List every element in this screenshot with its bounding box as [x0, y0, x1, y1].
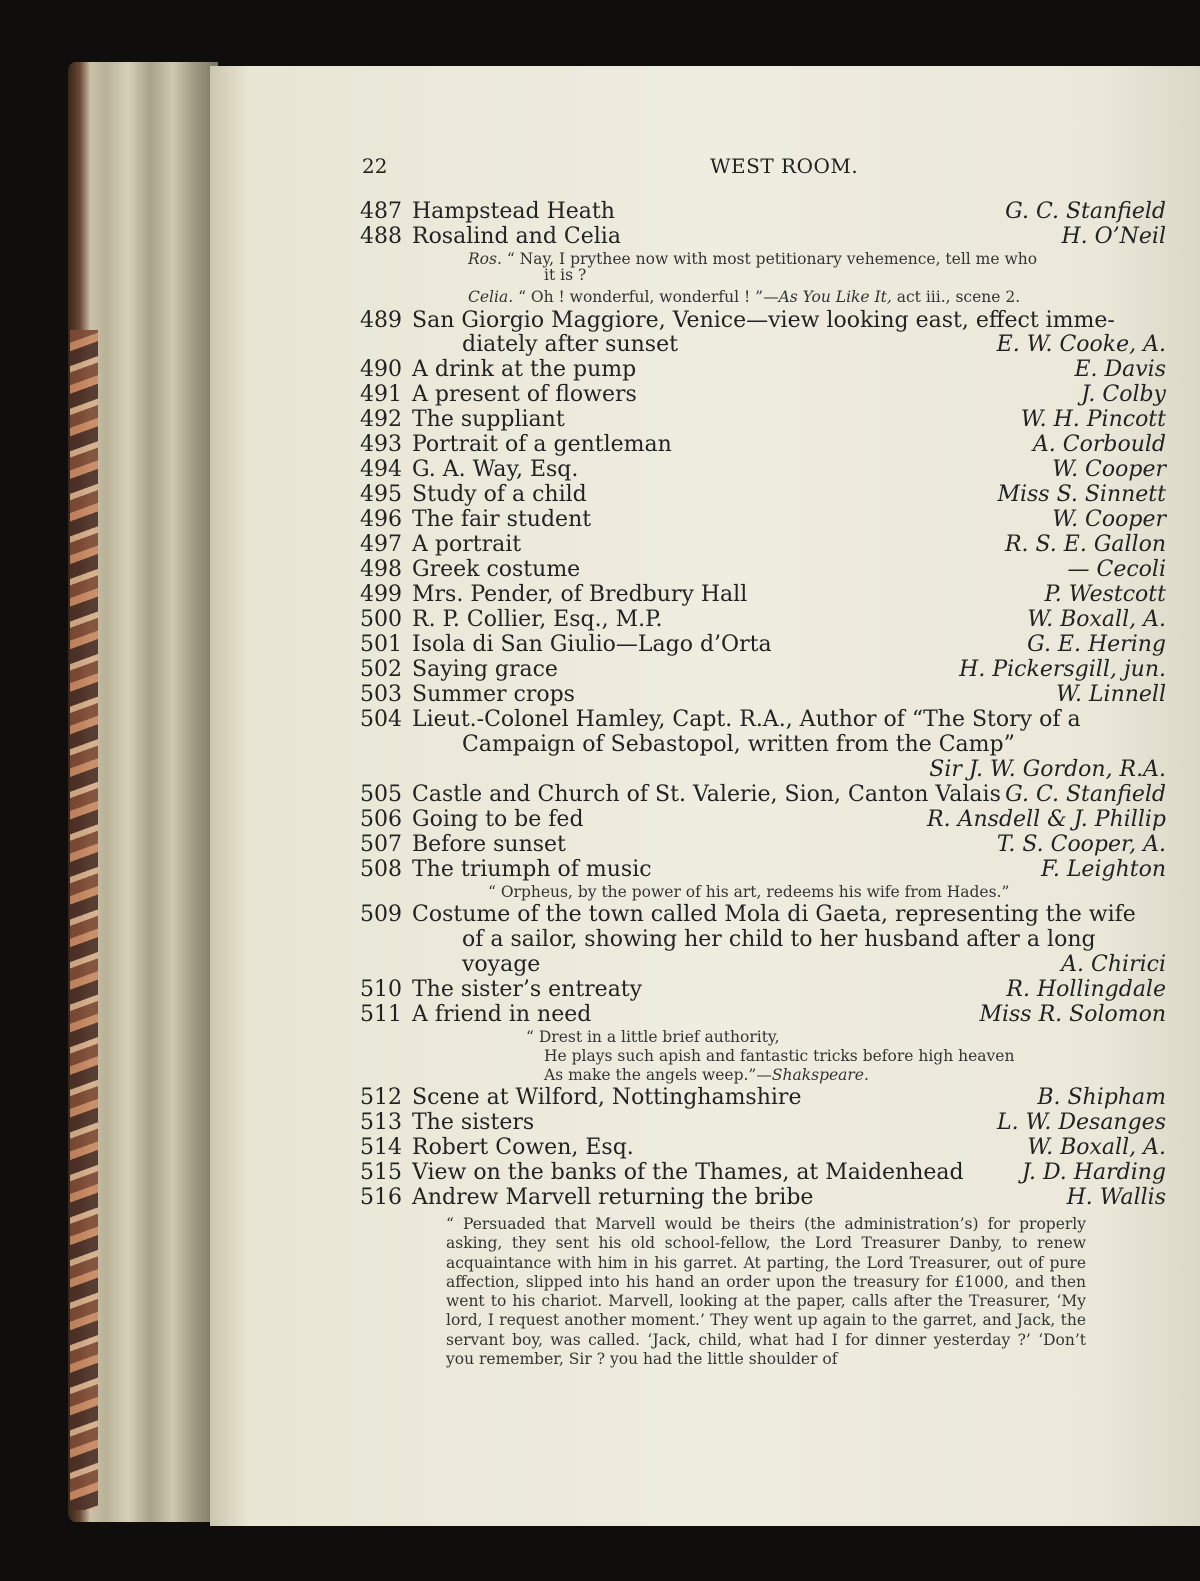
entry-title: Robert Cowen, Esq.: [412, 1135, 634, 1160]
entry-title: A present of flowers: [412, 382, 637, 407]
quote-line: As make the angels weep.”—Shakspeare.: [544, 1066, 869, 1084]
entry-title: Isola di San Giulio—Lago d’Orta: [412, 632, 772, 657]
entry-title: Study of a child: [412, 482, 587, 507]
entry-number: 508: [360, 857, 402, 882]
entry-title: Scene at Wilford, Nottinghamshire: [412, 1085, 802, 1110]
entry-artist: J. D. Harding: [1021, 1160, 1166, 1185]
entry-artist: R. Ansdell & J. Phillip: [927, 807, 1166, 832]
entry-number: 516: [360, 1185, 402, 1210]
entry-number: 495: [360, 482, 402, 507]
entry-artist: W. Boxall, A.: [1027, 607, 1166, 632]
quote-line: He plays such apish and fantastic tricks before high heaven: [544, 1047, 1015, 1065]
entry-title: A friend in need: [412, 1002, 592, 1027]
entry-number: 512: [360, 1085, 402, 1110]
quote-line: “ Drest in a little brief authority,: [526, 1028, 780, 1046]
entry-artist: W. H. Pincott: [1020, 407, 1166, 432]
page-number: 22: [362, 154, 388, 178]
entry-number: 503: [360, 682, 402, 707]
entry-title: The fair student: [412, 507, 592, 532]
entry-artist: Miss S. Sinnett: [997, 482, 1166, 507]
entry-artist: W. Boxall, A.: [1027, 1135, 1166, 1160]
quote-line: “ Orpheus, by the power of his art, redeems his wife from Hades.”: [488, 883, 1010, 901]
entry-artist: W. Linnell: [1056, 682, 1166, 707]
entry-title: Castle and Church of St. Valerie, Sion, Canton Valais: [412, 782, 1001, 807]
entry-title: G. A. Way, Esq.: [412, 457, 579, 482]
entry-number: 507: [360, 832, 402, 857]
entry-artist: R. S. E. Gallon: [1004, 532, 1166, 557]
entry-number: 510: [360, 977, 402, 1002]
running-head: WEST ROOM.: [710, 154, 859, 178]
entry-number: 498: [360, 557, 402, 582]
entry-artist: R. Hollingdale: [1006, 977, 1166, 1002]
quote-line: it is ?: [544, 266, 587, 284]
entry-title: The sister’s entreaty: [412, 977, 643, 1002]
entry-artist: H. Pickersgill, jun.: [959, 657, 1166, 682]
entry-title: San Giorgio Maggiore, Venice—view looking east, effect imme-: [412, 308, 1115, 333]
entry-artist: T. S. Cooper, A.: [996, 832, 1166, 857]
entry-artist: J. Colby: [1081, 382, 1166, 407]
entry-artist: W. Cooper: [1052, 457, 1166, 482]
entry-number: 489: [360, 308, 402, 333]
entry-number: 506: [360, 807, 402, 832]
entry-title: R. P. Collier, Esq., M.P.: [412, 607, 663, 632]
entry-title: Costume of the town called Mola di Gaeta, representing the wife: [412, 902, 1136, 927]
entry-artist: G. C. Stanfield: [1005, 199, 1166, 224]
marbled-endpaper: [70, 330, 98, 1510]
entry-artist: Sir J. W. Gordon, R.A.: [929, 757, 1166, 782]
entry-number: 493: [360, 432, 402, 457]
entry-artist: E. Davis: [1074, 357, 1166, 382]
entry-title-continued: Campaign of Sebastopol, written from the Camp”: [462, 732, 1015, 757]
entry-artist: Miss R. Solomon: [979, 1002, 1166, 1027]
speaker: Celia.: [468, 288, 514, 306]
entry-title: The suppliant: [412, 407, 565, 432]
entry-number: 492: [360, 407, 402, 432]
quote-line: Celia. “ Oh ! wonderful, wonderful ! ”—As You Like It, act iii., scene 2.: [468, 288, 1021, 306]
entry-artist: G. E. Hering: [1027, 632, 1166, 657]
entry-number: 497: [360, 532, 402, 557]
entry-title: View on the banks of the Thames, at Maidenhead: [412, 1160, 964, 1185]
entry-title-continued: voyage: [462, 952, 541, 977]
entry-artist: B. Shipham: [1037, 1085, 1166, 1110]
entry-number: 488: [360, 224, 402, 249]
entry-number: 509: [360, 902, 402, 927]
entry-title: The sisters: [412, 1110, 535, 1135]
entry-title: Hampstead Heath: [412, 199, 615, 224]
entry-artist: — Cecoli: [1067, 557, 1166, 582]
entry-number: 490: [360, 357, 402, 382]
footnote-passage: [446, 1215, 1086, 1369]
entry-title: Summer crops: [412, 682, 575, 707]
entry-title: Before sunset: [412, 832, 566, 857]
entry-number: 496: [360, 507, 402, 532]
entry-artist: G. C. Stanfield: [1005, 782, 1166, 807]
entry-title: A portrait: [412, 532, 522, 557]
entry-artist: P. Westcott: [1044, 582, 1166, 607]
footnote-text: “ Persuaded that Marvell would be theirs (the administration’s) for properly asking, they sent his old school-fellow, the Lord Treasurer Danby, to renew acquaintance with him in his garret. At parting, the Lord Treasurer, out of pure affection, slipped into his hand an order upon the treasury for £1000, and then went to his chariot. Marvell, looking at the paper, calls after the Treasurer, ‘My lord, I request another moment.’ They went up again to the garret, and Jack, the servant boy, was called. ‘Jack, child, what had I for dinner yesterday ?’ ‘Don’t you remember, Sir ? you had the little shoulder of: [446, 1215, 1086, 1369]
entry-number: 504: [360, 707, 402, 732]
entry-artist: E. W. Cooke, A.: [996, 332, 1166, 357]
entry-artist: L. W. Desanges: [997, 1110, 1166, 1135]
quote-line: Ros. “ Nay, I prythee now with most petitionary vehemence, tell me who: [468, 250, 1038, 268]
entry-title: Greek costume: [412, 557, 581, 582]
entry-number: 494: [360, 457, 402, 482]
entry-title: The triumph of music: [412, 857, 652, 882]
entry-number: 499: [360, 582, 402, 607]
entry-title-continued: diately after sunset: [462, 332, 678, 357]
entry-title: Saying grace: [412, 657, 558, 682]
entry-title: Rosalind and Celia: [412, 224, 621, 249]
speaker: Ros.: [468, 250, 502, 268]
entry-number: 515: [360, 1160, 402, 1185]
entry-artist: H. Wallis: [1066, 1185, 1166, 1210]
entry-title: Andrew Marvell returning the bribe: [412, 1185, 814, 1210]
entry-number: 513: [360, 1110, 402, 1135]
entry-number: 491: [360, 382, 402, 407]
entry-number: 487: [360, 199, 402, 224]
entry-artist: W. Cooper: [1052, 507, 1166, 532]
entry-title: Portrait of a gentleman: [412, 432, 672, 457]
entry-title: Mrs. Pender, of Bredbury Hall: [412, 582, 748, 607]
entry-title: A drink at the pump: [412, 357, 637, 382]
entry-number: 505: [360, 782, 402, 807]
entry-artist: A. Corbould: [1032, 432, 1166, 457]
entry-title-continued: of a sailor, showing her child to her husband after a long: [462, 927, 1096, 952]
entry-title: Lieut.-Colonel Hamley, Capt. R.A., Author of “The Story of a: [412, 707, 1081, 732]
entry-number: 511: [360, 1002, 402, 1027]
entry-artist: H. O’Neil: [1061, 224, 1166, 249]
entry-number: 500: [360, 607, 402, 632]
entry-number: 502: [360, 657, 402, 682]
book-page: [210, 66, 1200, 1526]
entry-number: 514: [360, 1135, 402, 1160]
entry-artist: F. Leighton: [1041, 857, 1166, 882]
entry-artist: A. Chirici: [1061, 952, 1166, 977]
entry-number: 501: [360, 632, 402, 657]
entry-title: Going to be fed: [412, 807, 584, 832]
